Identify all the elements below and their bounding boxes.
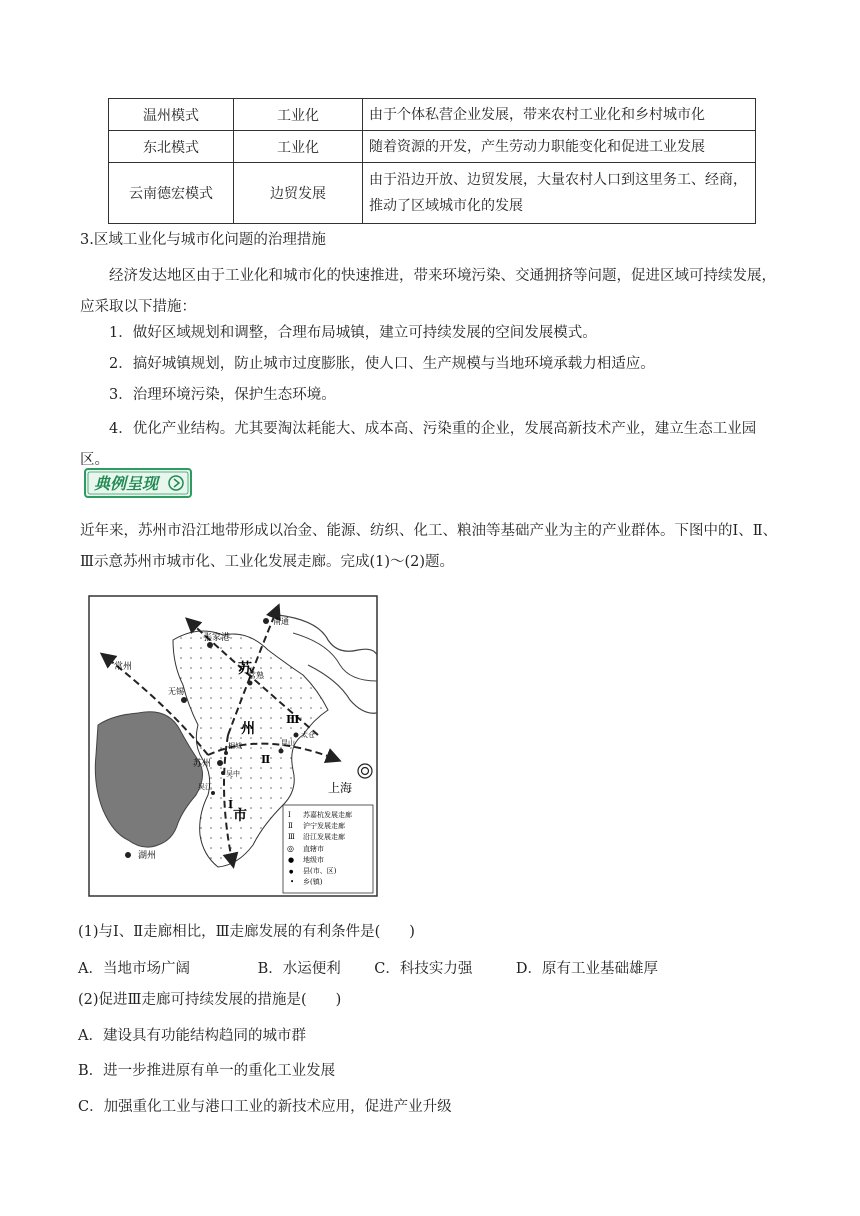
mode-cell: 云南德宏模式 (109, 163, 234, 224)
place-label: 太仓 (301, 731, 315, 739)
place-label: 湖州 (138, 851, 157, 861)
badge-label: 典例呈现 (94, 474, 159, 493)
svg-text:●: ● (289, 869, 294, 875)
section-intro: 经济发达地区由于工业化和城市化的快速推进，带来环境污染、交通拥挤等问题，促进区域可持续发展，应采取以下措施： (80, 268, 776, 315)
question-1-stem: (1)与Ⅰ、Ⅱ走廊相比，Ⅲ走廊发展的有利条件是( ) (78, 924, 415, 940)
place-label: 昆山 (281, 739, 295, 747)
svg-text:Ⅰ: Ⅰ (288, 811, 291, 819)
svg-text:沿江发展走廊: 沿江发展走廊 (303, 833, 345, 841)
corridor-label: Ⅲ (286, 713, 300, 726)
region-char: 苏 (238, 661, 252, 677)
table-row (109, 163, 756, 224)
measure-item: 2．搞好城镇规划，防止城市过度膨胀，使人口、生产规模与当地环境承载力相适应。 (109, 356, 655, 372)
suzhou-corridor-map (88, 595, 378, 897)
question-1-options (78, 957, 658, 978)
mode-cell: 东北模式 (109, 131, 234, 163)
corridor-label: Ⅱ (261, 753, 271, 766)
place-label: 上海 (328, 781, 353, 795)
svg-text:Ⅲ: Ⅲ (288, 833, 295, 841)
place-label: 常州 (114, 662, 133, 672)
svg-text:乡(镇): 乡(镇) (303, 878, 323, 886)
svg-text:直辖市: 直辖市 (303, 845, 324, 853)
svg-text:苏嘉杭发展走廊: 苏嘉杭发展走廊 (303, 811, 352, 819)
region-char: 州 (241, 721, 255, 737)
option-a[interactable]: A．当地市场广阔 (78, 961, 190, 977)
urbanization-modes-table (108, 98, 756, 224)
svg-text:Ⅱ: Ⅱ (288, 822, 293, 830)
option-b[interactable]: B．水运便利 (257, 961, 341, 977)
svg-text:沪宁发展走廊: 沪宁发展走廊 (303, 822, 345, 830)
table-row (109, 99, 756, 131)
option-c[interactable]: C．科技实力强 (374, 961, 473, 977)
svg-text:•: • (290, 878, 295, 886)
desc-cell: 随着资源的开发，产生劳动力职能变化和促进工业发展 (363, 131, 756, 163)
svg-text:●: ● (288, 856, 295, 864)
svg-text:地级市: 地级市 (303, 856, 324, 864)
place-label: 无锡 (168, 687, 184, 696)
place-label: 吴江 (198, 783, 212, 791)
table-row (109, 131, 756, 163)
map-legend (283, 805, 373, 893)
type-cell: 工业化 (234, 131, 363, 163)
place-label: 相城 (228, 742, 242, 750)
type-cell: 边贸发展 (234, 163, 363, 224)
option-c[interactable]: C．加强重化工业与港口工业的新技术应用，促进产业升级 (78, 1099, 452, 1115)
place-label: 吴中 (226, 770, 240, 778)
place-label: 常熟 (248, 671, 264, 680)
type-cell: 工业化 (234, 99, 363, 131)
question-2-stem: (2)促进Ⅲ走廊可持续发展的措施是( ) (78, 992, 342, 1008)
svg-text:县(市、区): 县(市、区) (303, 867, 337, 875)
place-label: 张家港 (203, 633, 231, 643)
section-heading: 3.区域工业化与城市化问题的治理措施 (80, 232, 326, 248)
corridor-label: Ⅰ (228, 798, 234, 811)
measure-item: 1．做好区域规划和调整，合理布局城镇，建立可持续发展的空间发展模式。 (109, 325, 597, 341)
option-a[interactable]: A．建设具有功能结构趋同的城市群 (78, 1028, 306, 1044)
option-b[interactable]: B．进一步推进原有单一的重化工业发展 (78, 1063, 336, 1079)
option-d[interactable]: D．原有工业基础雄厚 (515, 961, 658, 977)
example-stem: 近年来，苏州市沿江地带形成以冶金、能源、纺织、化工、粮油等基础产业为主的产业群体。下图中的Ⅰ、Ⅱ、Ⅲ示意苏州市城市化、工业化发展走廊。完成(1)～(2)题。 (80, 523, 778, 570)
svg-text:◎: ◎ (287, 844, 294, 853)
desc-cell: 由于沿边开放、边贸发展，大量农村人口到这里务工、经商，推动了区域城市化的发展 (363, 163, 756, 224)
measure-item: 4．优化产业结构。尤其要淘汰耗能大、成本高、污染重的企业，发展高新技术产业，建立生态工业园区。 (80, 421, 757, 468)
place-label: 南通 (273, 617, 289, 626)
desc-cell: 由于个体私营企业发展，带来农村工业化和乡村城市化 (363, 99, 756, 131)
measure-item: 3．治理环境污染，保护生态环境。 (109, 387, 336, 403)
mode-cell: 温州模式 (109, 99, 234, 131)
place-label: 苏州 (193, 759, 212, 769)
region-char: 市 (233, 808, 247, 824)
example-badge (84, 468, 192, 498)
